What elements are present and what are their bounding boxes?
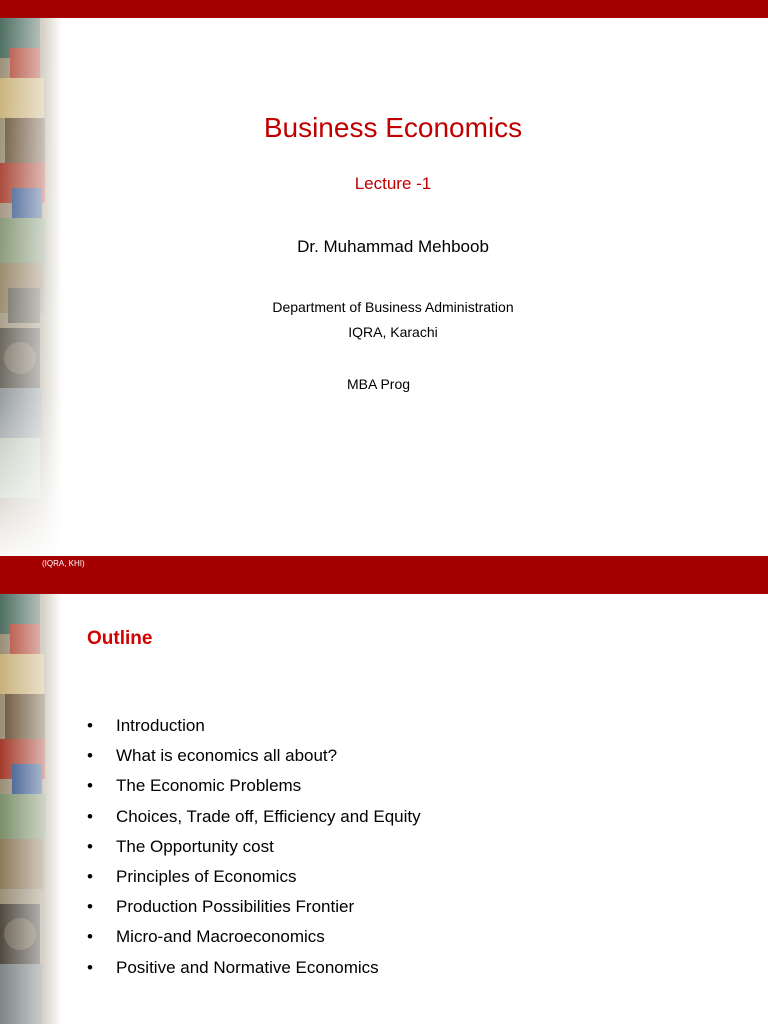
list-item-text: Choices, Trade off, Efficiency and Equity	[116, 806, 421, 826]
list-item	[87, 897, 421, 927]
list-item	[87, 927, 421, 957]
list-item	[87, 776, 421, 806]
program-name: MBA Prog	[347, 376, 411, 392]
list-item	[87, 716, 421, 746]
collage-strip-image	[0, 594, 62, 1024]
top-bar	[0, 576, 768, 594]
department-name: Department of Business Administration	[272, 299, 514, 315]
list-item	[87, 867, 421, 897]
list-item-text: The Economic Problems	[116, 776, 302, 796]
bullet-icon: •	[87, 716, 93, 735]
list-item	[87, 958, 421, 988]
bullet-icon: •	[87, 746, 93, 766]
footer-bar	[0, 556, 768, 576]
list-item-text: Principles of Economics	[116, 866, 297, 886]
bullet-icon: •	[87, 776, 93, 796]
bullet-icon: •	[87, 836, 93, 856]
list-item-text: Micro-and Macroeconomics	[116, 927, 325, 947]
list-item-text: Production Possibilities Frontier	[116, 897, 355, 917]
bullet-icon: •	[87, 866, 93, 886]
list-item-text: The Opportunity cost	[116, 836, 274, 856]
bullet-icon: •	[87, 806, 93, 826]
outline-slide	[0, 576, 768, 1024]
author-name: Dr. Muhammad Mehboob	[297, 237, 489, 256]
collage-strip-image	[0, 18, 62, 556]
top-bar	[0, 0, 768, 18]
bullet-icon: •	[87, 897, 93, 917]
list-item	[87, 746, 421, 776]
footer-text: (IQRA, KHI)	[42, 559, 85, 568]
outline-heading: Outline	[87, 628, 153, 649]
presentation-title: Business Economics	[263, 112, 523, 143]
institution-name: IQRA, Karachi	[348, 324, 438, 340]
bullet-icon: •	[87, 957, 93, 977]
list-item	[87, 837, 421, 867]
bullet-icon: •	[87, 927, 93, 947]
list-item-text: What is economics all about?	[116, 746, 338, 766]
list-item	[87, 807, 421, 837]
lecture-number: Lecture -1	[354, 174, 432, 193]
list-item-text: Positive and Normative Economics	[116, 957, 379, 977]
outline-list	[87, 716, 421, 988]
list-item-text: Introduction	[116, 716, 205, 735]
